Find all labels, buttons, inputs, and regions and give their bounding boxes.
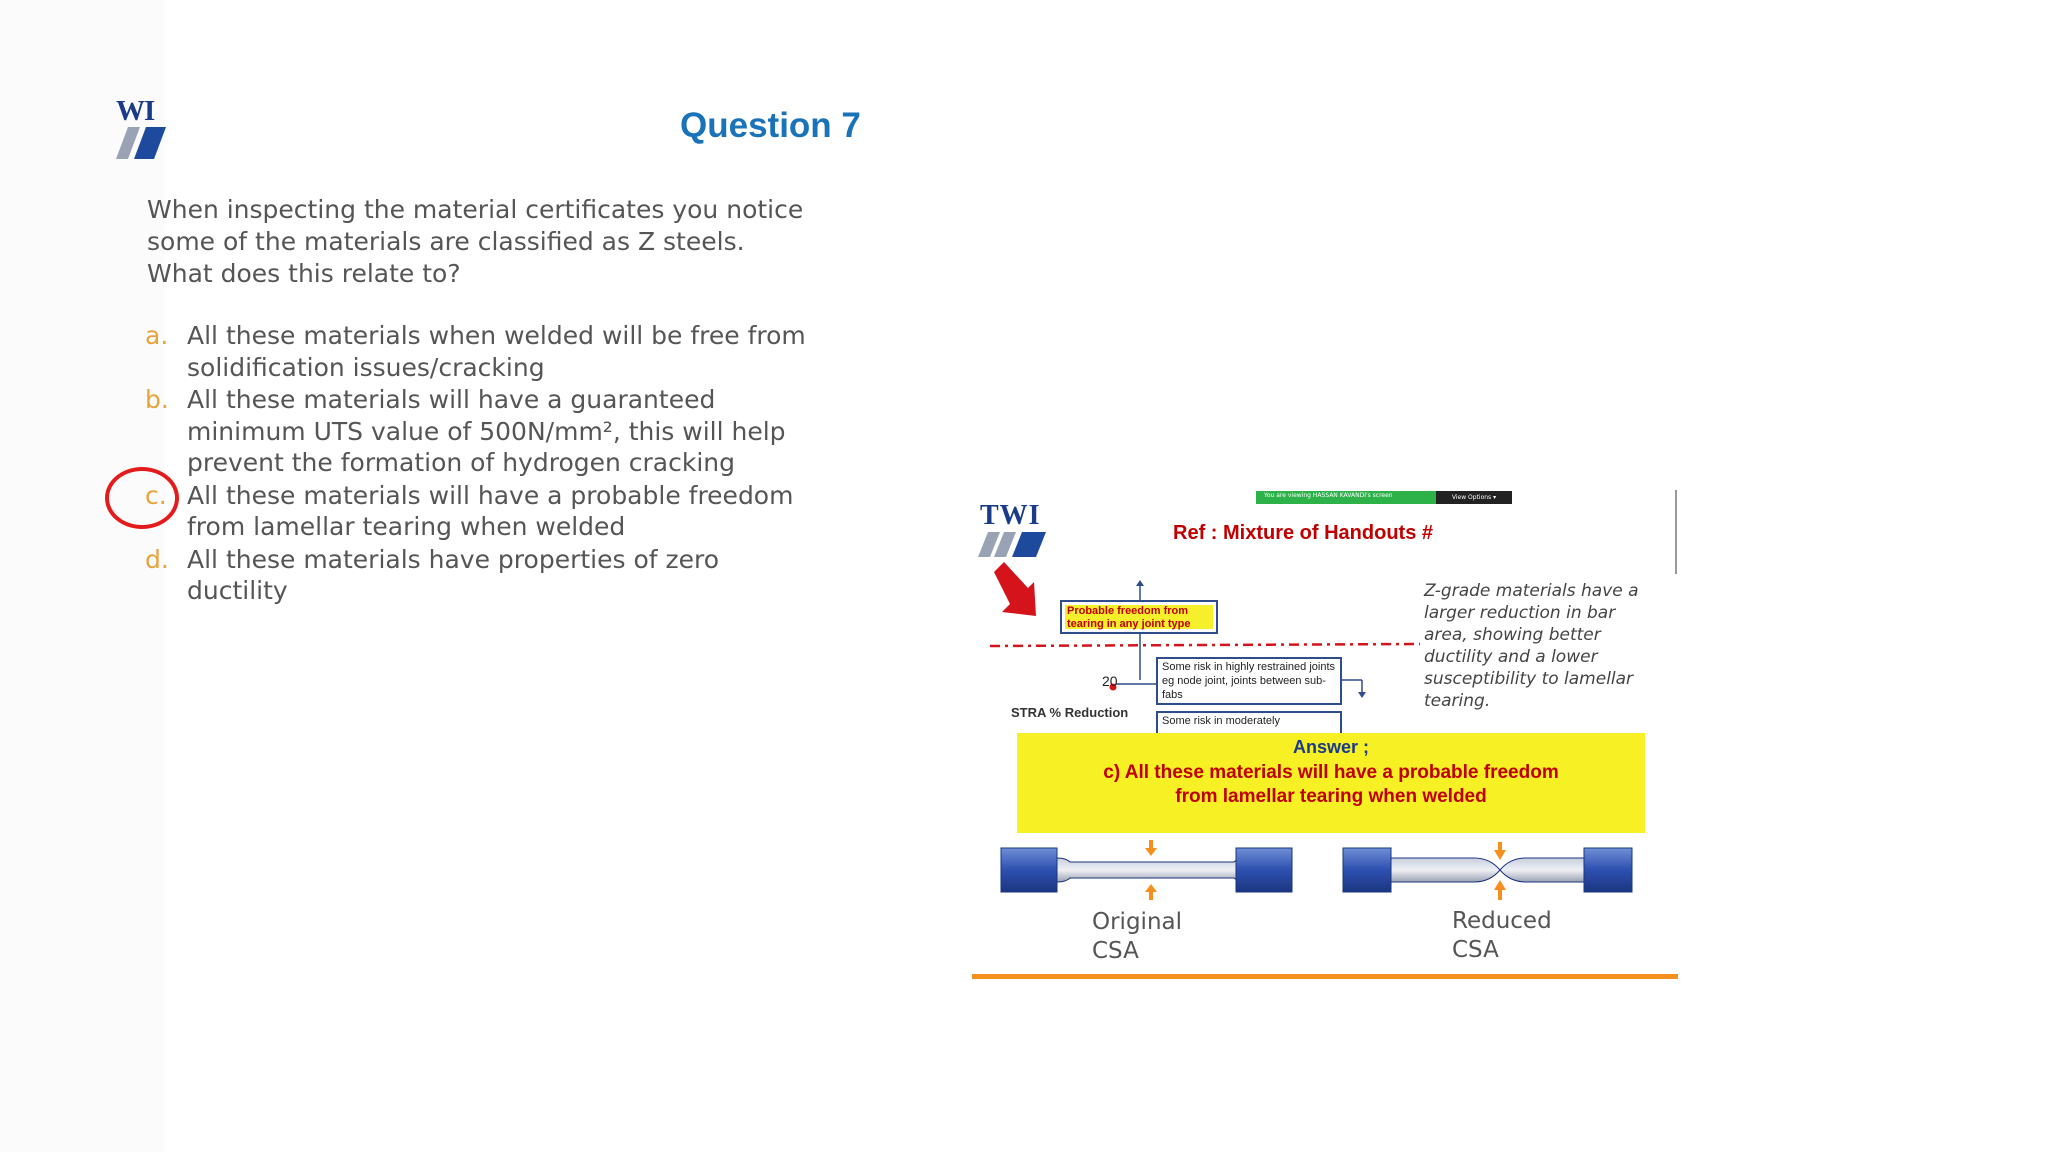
- reduced-csa-line: Reduced: [1452, 908, 1552, 934]
- screen-share-bar: [1256, 491, 1512, 504]
- slide-edge-line: [1675, 490, 1677, 574]
- answer-heading: Answer ;: [1292, 737, 1370, 757]
- twi-logo-text: TWI: [980, 500, 1041, 531]
- question-text: [147, 194, 867, 290]
- answer-line: c) All these materials will have a probable freedom: [1103, 762, 1559, 783]
- question-text-line: some of the materials are classified as Z steels.: [147, 227, 745, 256]
- answer-text: [1017, 761, 1645, 809]
- original-specimen-icon: [996, 838, 1296, 908]
- slide-bottom-rule: [972, 974, 1678, 979]
- answer-line: from lamellar tearing when welded: [1175, 786, 1487, 807]
- y-axis-label: STRA % Reduction: [1011, 705, 1129, 720]
- question-text-line: When inspecting the material certificates you notice: [147, 195, 804, 224]
- y-axis-value: 20: [1102, 673, 1118, 689]
- option-b: [145, 384, 865, 479]
- selected-answer-circle: [105, 467, 179, 529]
- option-line: All these materials will have a probable freedom: [187, 480, 794, 510]
- option-line: ductility: [187, 576, 288, 605]
- option-line: All these materials have properties of zero: [187, 544, 720, 574]
- twi-logo-stripes-icon: [978, 530, 1050, 560]
- reduced-csa-line: CSA: [1452, 937, 1499, 963]
- option-line: solidification issues/cracking: [187, 352, 545, 382]
- option-c: [145, 480, 865, 543]
- option-line: All these materials when welded will be free from: [187, 321, 806, 350]
- question-text-line: What does this relate to?: [147, 259, 461, 288]
- option-line: prevent the formation of hydrogen cracking: [187, 448, 736, 477]
- option-line: minimum UTS value of 500N/mm², this will help: [187, 416, 786, 446]
- probable-freedom-box: [1060, 600, 1218, 634]
- wi-logo-stripes-icon: [116, 125, 168, 161]
- option-letter: a.: [145, 321, 169, 350]
- answer-options: [145, 320, 865, 608]
- question-title: Question 7: [680, 106, 861, 145]
- reduced-csa-label: [1452, 907, 1552, 965]
- answer-box: [1017, 733, 1645, 833]
- risk-moderately-box: Some risk in moderately: [1156, 711, 1342, 737]
- screen-share-message: You are viewing HASSAN KAVANDI's screen: [1264, 492, 1393, 499]
- z-grade-note: Z-grade materials have a larger reduction in bar area, showing better ductility and a lower susceptibility to lamellar tearing.: [1424, 581, 1639, 711]
- original-csa-line: Original: [1092, 909, 1183, 935]
- reduced-specimen-icon: [1340, 838, 1640, 908]
- risk-highly-restrained-box: Some risk in highly restrained joints eg node joint, joints between sub-fabs: [1156, 657, 1342, 705]
- wi-logo: [116, 97, 168, 161]
- option-line: All these materials will have a guaranteed: [187, 385, 716, 414]
- probable-freedom-label: Probable freedom from tearing in any joint type: [1065, 605, 1213, 629]
- option-line: from lamellar tearing when welded: [187, 512, 626, 541]
- view-options-button[interactable]: View Options ▾: [1436, 491, 1512, 504]
- option-a: [145, 320, 865, 383]
- slide-margin-shade: [0, 0, 165, 1152]
- option-letter: b.: [145, 385, 169, 414]
- option-d: [145, 544, 865, 607]
- option-letter: c.: [145, 480, 167, 510]
- twi-logo: [978, 502, 1050, 562]
- ref-title: Ref : Mixture of Handouts #: [1173, 522, 1434, 544]
- original-csa-line: CSA: [1092, 938, 1139, 964]
- option-letter: d.: [145, 544, 169, 574]
- original-csa-label: [1092, 908, 1182, 966]
- wi-logo-text: WI: [116, 95, 155, 127]
